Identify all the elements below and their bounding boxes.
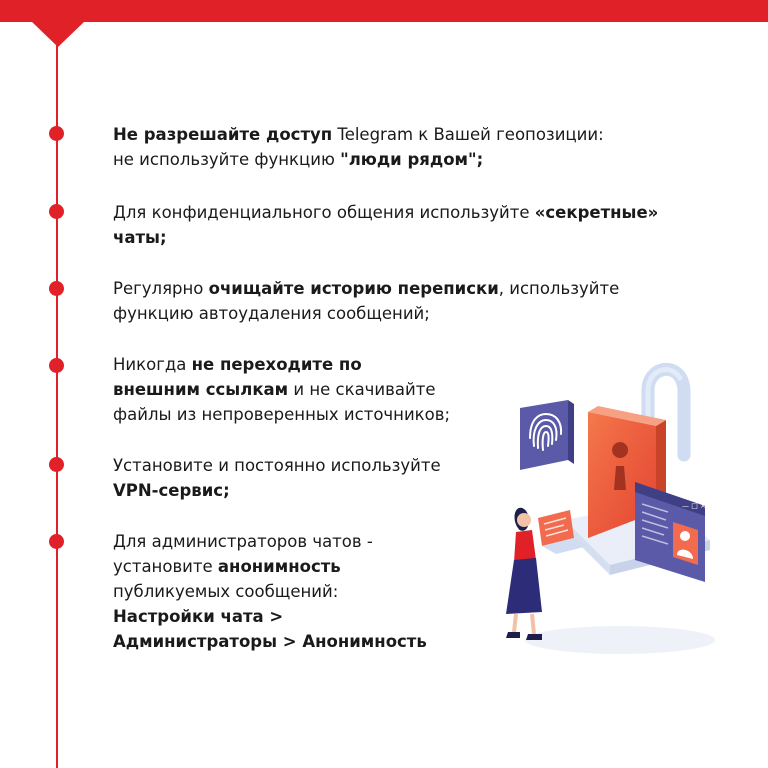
tip-text: файлы из непроверенных источников; — [113, 405, 451, 424]
floor-shadow — [525, 626, 715, 654]
tip-emphasis: «секретные» — [534, 203, 659, 222]
tip-line — [113, 453, 441, 478]
security-illustration — [470, 360, 740, 670]
tip-admin-anonymity — [113, 529, 427, 654]
timeline-dot — [49, 534, 64, 549]
fingerprint-icon — [520, 400, 574, 470]
tip-text: не используйте функцию — [113, 150, 341, 169]
tip-text: функцию автоудаления сообщений; — [113, 304, 430, 323]
top-accent-bar — [0, 0, 768, 22]
timeline-dot — [49, 281, 64, 296]
timeline-dot — [49, 358, 64, 373]
tip-text: и не скачивайте — [288, 380, 436, 399]
timeline-dot — [49, 457, 64, 472]
tip-text: публикуемых сообщений: — [113, 582, 339, 601]
tip-line — [113, 629, 427, 654]
tip-line — [113, 225, 658, 250]
tip-vpn — [113, 453, 441, 503]
tip-text: Telegram к Вашей геопозиции: — [332, 125, 604, 144]
tip-secret-chats — [113, 200, 658, 250]
timeline-dot — [49, 126, 64, 141]
tip-line — [113, 352, 450, 377]
tip-line — [113, 147, 604, 172]
tip-text: Для администраторов чатов - — [113, 532, 373, 551]
tip-line — [113, 604, 427, 629]
tip-emphasis: не переходите по — [191, 355, 362, 374]
tip-clear-history — [113, 276, 619, 326]
tip-text: , используйте — [498, 279, 620, 298]
tip-line — [113, 402, 450, 427]
tip-line — [113, 529, 427, 554]
tip-external-links — [113, 352, 450, 427]
tip-line — [113, 276, 619, 301]
top-notch-arrow — [31, 21, 85, 47]
tip-emphasis: VPN-сервис; — [113, 481, 230, 500]
tip-emphasis: анонимность — [217, 557, 341, 576]
tip-text: Для конфиденциального общения используйте — [113, 203, 535, 222]
tip-line — [113, 301, 619, 326]
tip-line — [113, 200, 658, 225]
tip-geolocation — [113, 122, 604, 172]
tip-emphasis: чаты; — [113, 228, 167, 247]
user-profile-icon — [635, 482, 706, 582]
tip-emphasis: "люди рядом"; — [340, 150, 484, 169]
tip-emphasis: Не разрешайте доступ — [113, 125, 333, 144]
tip-line — [113, 122, 604, 147]
tip-line — [113, 478, 441, 503]
tip-line — [113, 554, 427, 579]
tip-text: Никогда — [113, 355, 192, 374]
timeline-dot — [49, 204, 64, 219]
tip-text: Регулярно — [113, 279, 209, 298]
tip-emphasis: Администраторы > Анонимность — [113, 632, 427, 651]
woman-figure — [506, 508, 542, 640]
tip-emphasis: Настройки чата > — [113, 607, 284, 626]
tip-text: Установите и постоянно используйте — [113, 456, 441, 475]
tip-emphasis: очищайте историю переписки — [208, 279, 499, 298]
tip-text: установите — [113, 557, 218, 576]
tip-emphasis: внешним ссылкам — [113, 380, 289, 399]
tip-line — [113, 579, 427, 604]
window-controls: — □ × — [682, 502, 706, 510]
timeline-line — [56, 40, 58, 768]
tip-line — [113, 377, 450, 402]
